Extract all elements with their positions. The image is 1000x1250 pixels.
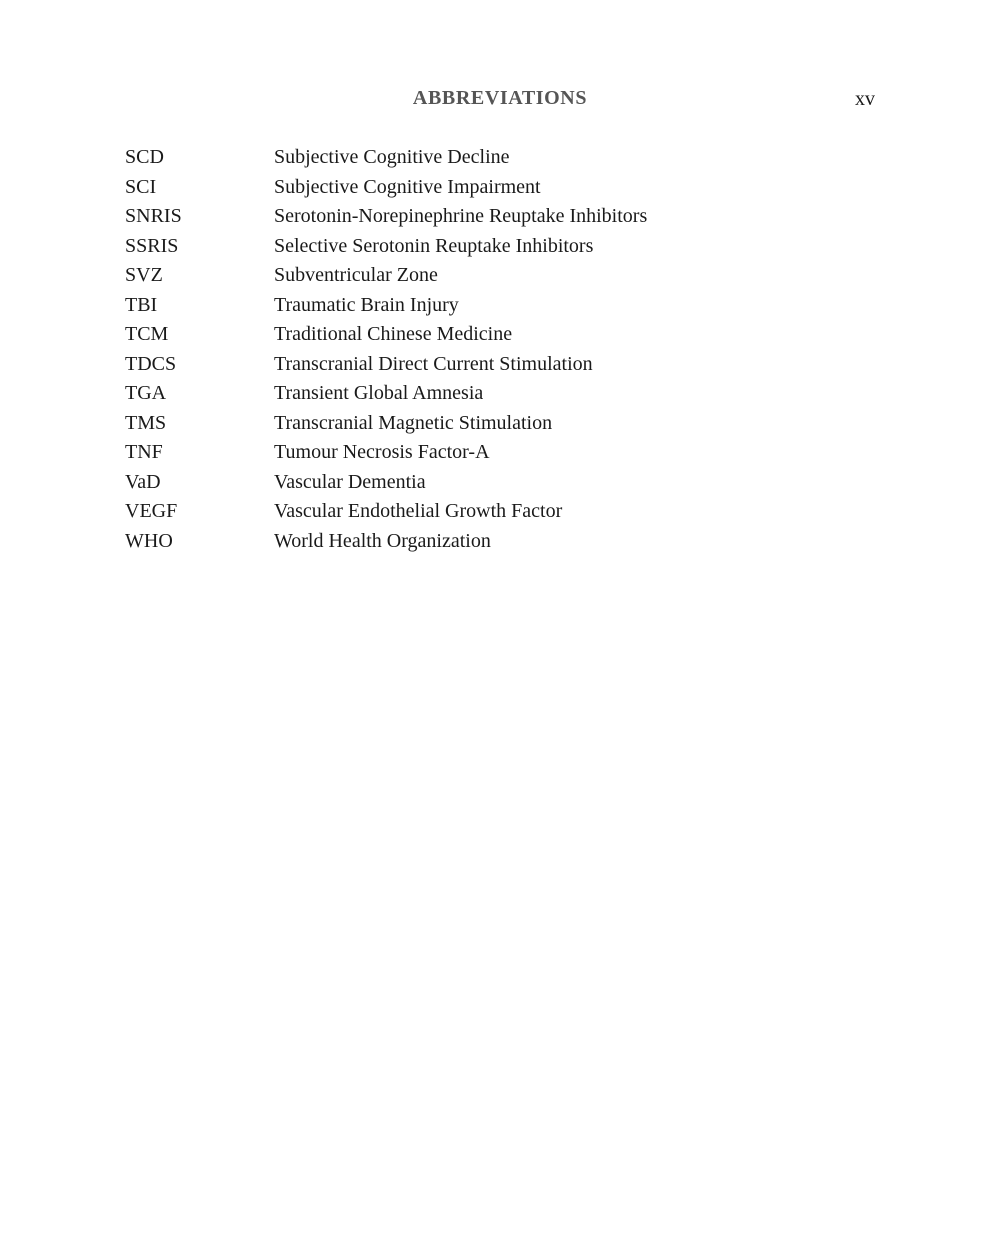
abbreviation-row [125, 261, 885, 291]
abbreviation-term: TMS [125, 411, 167, 434]
abbreviation-row [125, 409, 885, 439]
abbreviation-row [125, 497, 885, 527]
abbreviation-row [125, 468, 885, 498]
abbreviation-row [125, 143, 885, 173]
abbreviation-definition: Transcranial Direct Current Stimulation [274, 352, 593, 375]
abbreviation-row [125, 527, 885, 557]
abbreviation-definition: Subjective Cognitive Impairment [274, 175, 541, 198]
abbreviation-definition: Tumour Necrosis Factor-A [274, 441, 490, 463]
abbreviation-definition: Serotonin-Norepinephrine Reuptake Inhibitors [274, 205, 648, 227]
abbreviation-term: TBI [125, 293, 158, 316]
abbreviation-definition: Transient Global Amnesia [274, 382, 484, 404]
abbreviation-term: TDCS [125, 352, 177, 375]
page-number: xv [855, 88, 875, 110]
abbreviation-term: VaD [125, 470, 161, 493]
abbreviation-definition: Traditional Chinese Medicine [274, 323, 513, 345]
abbreviation-list [125, 143, 885, 556]
abbreviation-row [125, 173, 885, 203]
running-head-title: ABBREVIATIONS [412, 87, 588, 109]
abbreviation-row [125, 291, 885, 321]
abbreviation-definition: World Health Organization [274, 529, 491, 552]
abbreviation-definition: Transcranial Magnetic Stimulation [274, 411, 553, 434]
abbreviation-row [125, 379, 885, 409]
abbreviation-term: SSRIS [125, 234, 179, 257]
abbreviation-term: SCD [125, 146, 164, 168]
abbreviation-row [125, 202, 885, 232]
abbreviation-term: VEGF [125, 500, 178, 522]
abbreviation-definition: Subjective Cognitive Decline [274, 146, 510, 168]
abbreviation-term: TGA [125, 382, 167, 404]
abbreviation-term: TCM [125, 323, 169, 345]
abbreviation-row [125, 232, 885, 262]
abbreviation-row [125, 350, 885, 380]
abbreviation-definition: Vascular Dementia [274, 470, 426, 493]
abbreviation-term: TNF [125, 441, 163, 463]
abbreviation-term: SCI [125, 175, 157, 198]
abbreviation-definition: Traumatic Brain Injury [274, 293, 459, 316]
abbreviation-term: SVZ [125, 264, 163, 286]
page-header [0, 84, 1000, 114]
abbreviation-definition: Subventricular Zone [274, 264, 438, 286]
abbreviation-definition: Selective Serotonin Reuptake Inhibitors [274, 234, 594, 257]
abbreviation-term: WHO [125, 529, 173, 552]
abbreviation-row [125, 438, 885, 468]
abbreviation-row [125, 320, 885, 350]
abbreviation-definition: Vascular Endothelial Growth Factor [274, 500, 563, 522]
abbreviation-term: SNRIS [125, 205, 182, 227]
